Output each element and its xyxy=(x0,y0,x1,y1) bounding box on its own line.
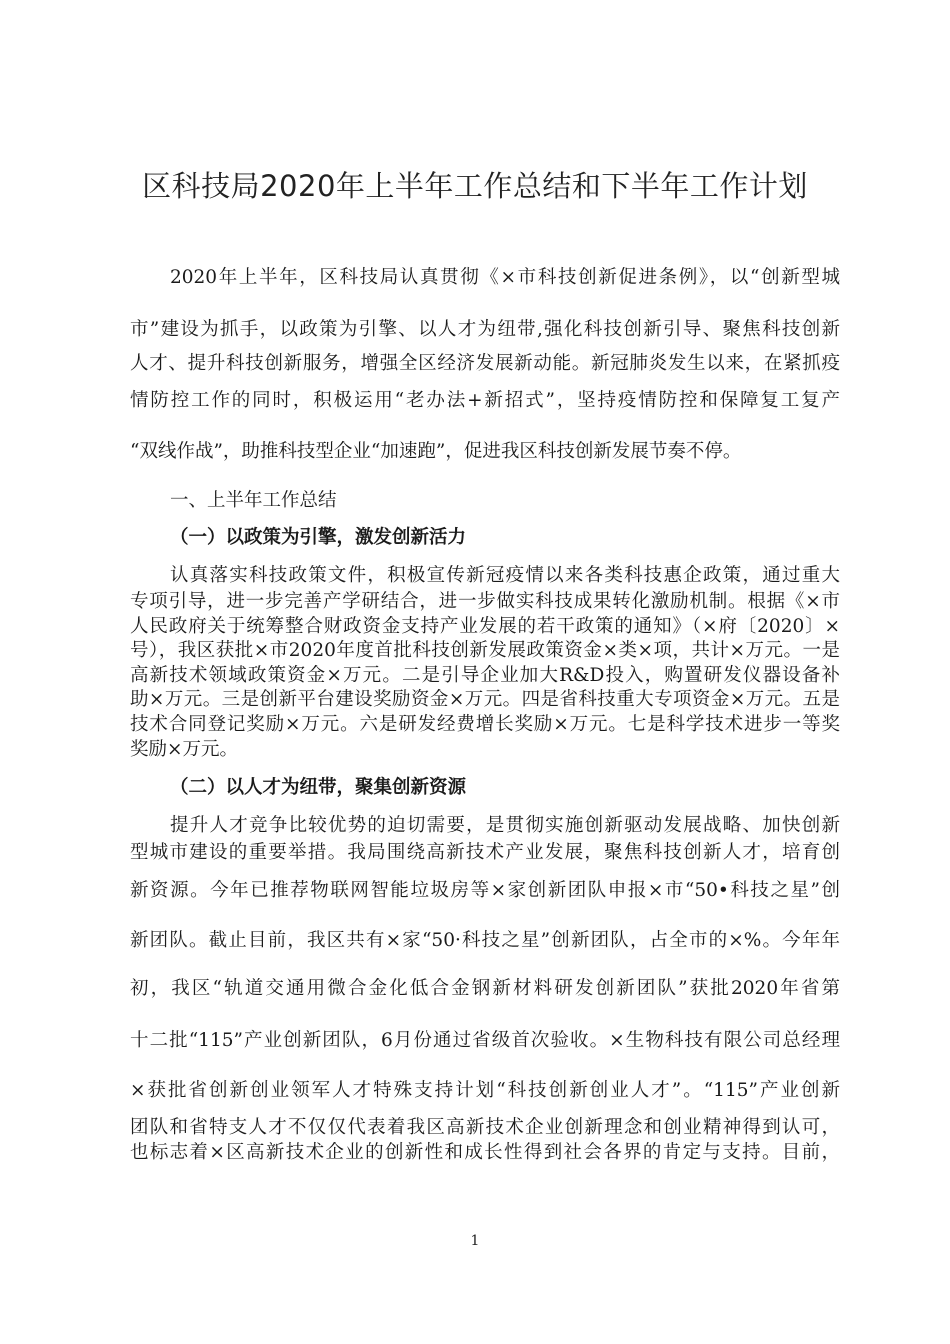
paragraph-line: 技术合同登记奖励×万元。六是研发经费增长奖励×万元。七是科学技术进步一等奖 xyxy=(130,714,840,735)
intro-line: 人才、提升科技创新服务，增强全区经济发展新动能。新冠肺炎发生以来，在紧抓疫 xyxy=(130,353,840,374)
paragraph-line: ×获批省创新创业领军人才特殊支持计划“科技创新创业人才”。“115”产业创新 xyxy=(130,1080,840,1101)
intro-line: 市”建设为抓手，以政策为引擎、以人才为纽带,强化科技创新引导、聚焦科技创新 xyxy=(130,319,840,340)
paragraph-line: 人民政府关于统筹整合财政资金支持产业发展的若干政策的通知》（×府〔2020〕× xyxy=(130,616,840,637)
paragraph-line: 专项引导，进一步完善产学研结合，进一步做实科技成果转化激励机制。根据《×市 xyxy=(130,591,840,612)
paragraph-line: 也标志着×区高新技术企业的创新性和成长性得到社会各界的肯定与支持。目前， xyxy=(130,1142,840,1163)
intro-line: 2020年上半年，区科技局认真贯彻《×市科技创新促进条例》，以“创新型城 xyxy=(170,267,840,288)
paragraph-line: 新资源。今年已推荐物联网智能垃圾房等×家创新团队申报×市“50•科技之星”创 xyxy=(130,880,840,901)
paragraph-line: 高新技术领域政策资金×万元。二是引导企业加大R&D投入，购置研发仪器设备补 xyxy=(130,665,840,686)
intro-line: “双线作战”，助推科技型企业“加速跑”，促进我区科技创新发展节奏不停。 xyxy=(130,441,742,462)
paragraph-line: 号），我区获批×市2020年度首批科技创新发展政策资金×类×项，共计×万元。一是 xyxy=(130,640,840,661)
paragraph-line: 十二批“115”产业创新团队，6月份通过省级首次验收。×生物科技有限公司总经理 xyxy=(130,1030,840,1051)
page-number: 1 xyxy=(470,1233,480,1249)
paragraph-line: 团队和省特支人才不仅仅代表着我区高新技术企业创新理念和创业精神得到认可， xyxy=(130,1117,840,1138)
section-heading: 一、上半年工作总结 xyxy=(170,490,337,511)
paragraph-line: 初，我区“轨道交通用微合金化低合金钢新材料研发创新团队”获批2020年省第 xyxy=(130,978,840,999)
subsection-heading: （二）以人才为纽带，聚集创新资源 xyxy=(170,777,467,798)
document-title: 区科技局2020年上半年工作总结和下半年工作计划 xyxy=(142,169,808,203)
paragraph-line: 助×万元。三是创新平台建设奖励资金×万元。四是省科技重大专项资金×万元。五是 xyxy=(130,689,840,710)
subsection-heading: （一）以政策为引擎，激发创新活力 xyxy=(170,527,467,548)
paragraph-line: 新团队。截止目前，我区共有×家“50·科技之星”创新团队，占全市的×%。今年年 xyxy=(130,930,840,951)
paragraph-line: 奖励×万元。 xyxy=(130,739,239,760)
paragraph-line: 认真落实科技政策文件，积极宣传新冠疫情以来各类科技惠企政策，通过重大 xyxy=(170,565,840,586)
intro-line: 情防控工作的同时，积极运用“老办法+新招式”，坚持疫情防控和保障复工复产 xyxy=(130,390,840,411)
paragraph-line: 型城市建设的重要举措。我局围绕高新技术产业发展，聚焦科技创新人才，培育创 xyxy=(130,842,840,863)
paragraph-line: 提升人才竞争比较优势的迫切需要，是贯彻实施创新驱动发展战略、加快创新 xyxy=(170,815,840,836)
